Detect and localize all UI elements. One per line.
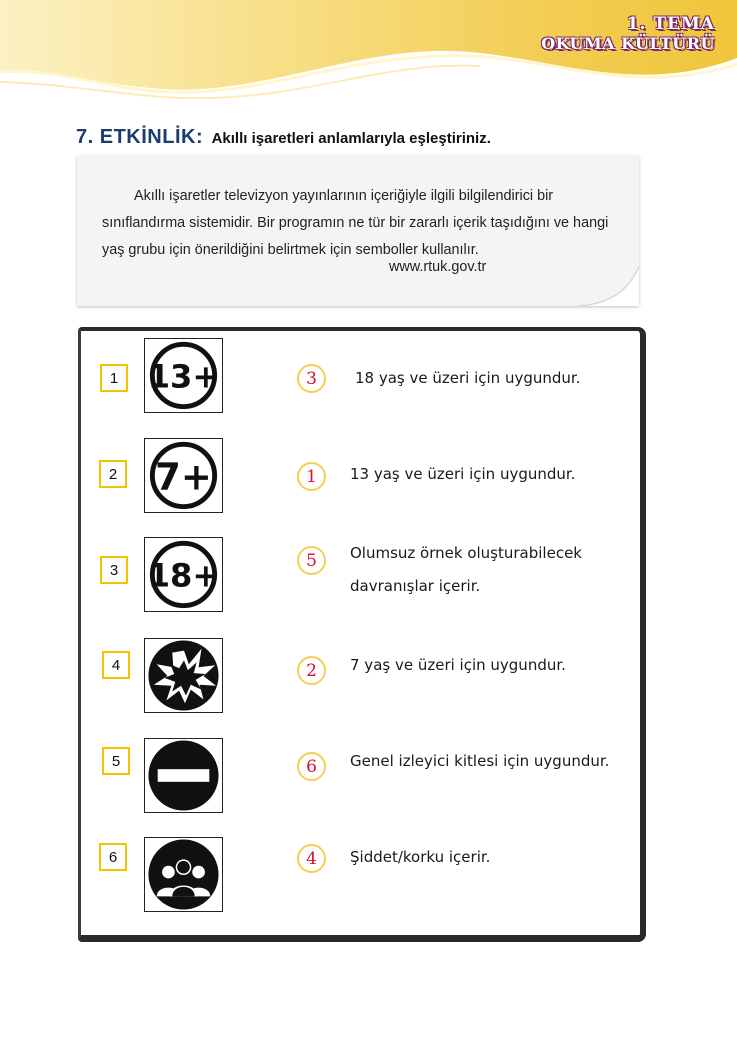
description: 7 yaş ve üzeri için uygundur. <box>350 656 566 674</box>
page-curl-decoration <box>579 266 639 306</box>
general-audience-icon <box>144 837 223 912</box>
answer-circle[interactable]: 3 <box>297 364 326 393</box>
row-number-box: 5 <box>102 747 130 775</box>
row-number-box: 4 <box>102 651 130 679</box>
svg-text:18+: 18+ <box>147 556 220 595</box>
row-number-box: 3 <box>100 556 128 584</box>
svg-text:7+: 7+ <box>155 455 212 499</box>
description: Şiddet/korku içerir. <box>350 848 491 866</box>
description: Genel izleyici kitlesi için uygundur. <box>350 752 610 770</box>
violence-fear-icon <box>144 638 223 713</box>
info-note-source: www.rtuk.gov.tr <box>389 259 487 275</box>
negative-example-icon <box>144 738 223 813</box>
description: Olumsuz örnek oluşturabilecek davranışlar içerir. <box>350 544 582 595</box>
row-number-box: 2 <box>99 460 127 488</box>
row-number-box: 1 <box>100 364 128 392</box>
answer-circle[interactable]: 5 <box>297 546 326 575</box>
header-banner <box>0 0 737 110</box>
description: 18 yaş ve üzeri için uygundur. <box>355 369 581 387</box>
info-note-text: Akıllı işaretler televizyon yayınlarının içeriğiyle ilgili bilgilendirici bir sınıflandırma sistemidir. Bir programın ne tür bir zararlı içerik taşıdığını ve hangi yaş grubu için önerildiğini belirtmek için semboller kullanılır. <box>102 188 609 258</box>
activity-number: 7. ETKİNLİK: <box>76 126 204 148</box>
7-plus-icon <box>144 438 223 513</box>
svg-text:13+: 13+ <box>147 357 220 396</box>
activity-instruction: Akıllı işaretleri anlamlarıyla eşleştiriniz. <box>211 130 491 147</box>
answer-circle[interactable]: 1 <box>297 462 326 491</box>
18-plus-icon <box>144 537 223 612</box>
row-number-box: 6 <box>99 843 127 871</box>
answer-circle[interactable]: 4 <box>297 844 326 873</box>
answer-circle[interactable]: 6 <box>297 752 326 781</box>
13-plus-icon <box>144 338 223 413</box>
theme-title <box>541 14 715 53</box>
activity-heading <box>76 126 491 149</box>
answer-circle[interactable]: 2 <box>297 656 326 685</box>
theme-number: 1. TEMA <box>626 14 715 34</box>
theme-name: OKUMA KÜLTÜRÜ <box>541 34 715 53</box>
info-note <box>77 156 639 306</box>
description: 13 yaş ve üzeri için uygundur. <box>350 465 576 483</box>
